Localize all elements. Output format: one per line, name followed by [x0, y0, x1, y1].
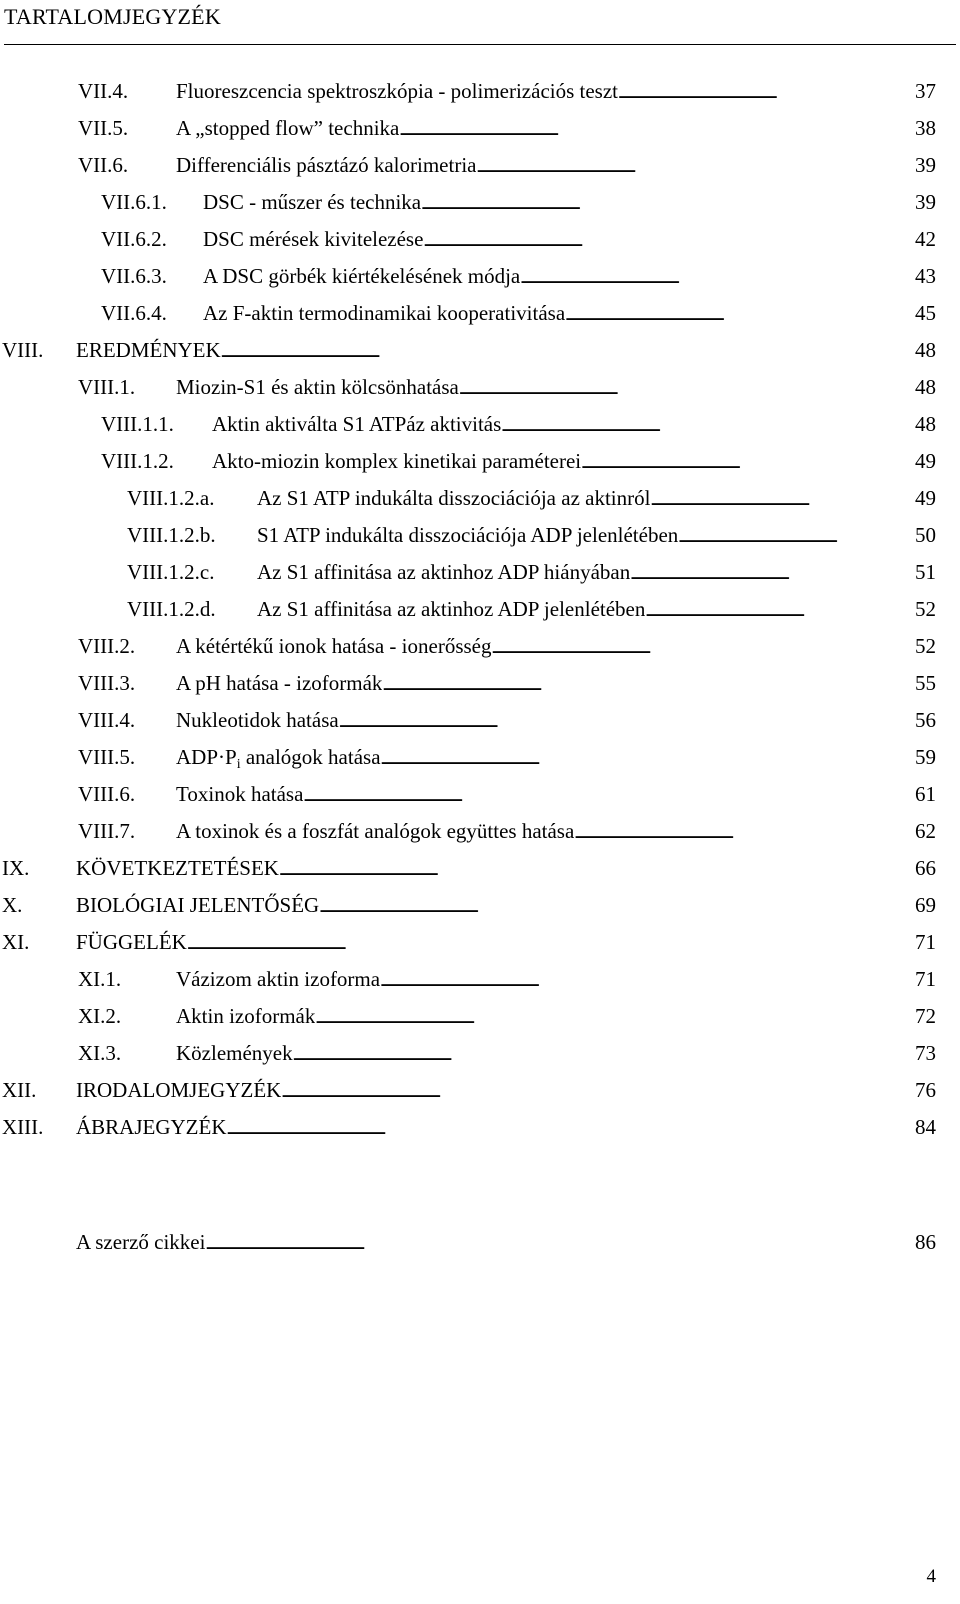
toc-entry-number: VII.6.3.: [101, 264, 167, 288]
toc-entry-title: A kétértékű ionok hatása - ionerősség: [176, 634, 492, 658]
toc-leader-dots: [459, 372, 900, 405]
toc-entry[interactable]: [78, 816, 936, 846]
toc-leader-dots: [421, 187, 900, 220]
toc-leader-dots: [520, 261, 900, 294]
toc-entry-number: VIII.2.: [78, 634, 136, 658]
toc-leader-dots: [315, 1001, 900, 1034]
toc-entry-number: VII.6.: [78, 153, 129, 177]
toc-leader-dots: [303, 779, 900, 812]
toc-leader-dots: [339, 705, 900, 738]
toc-entry[interactable]: [78, 1038, 936, 1068]
toc-leader-dots: [581, 446, 900, 479]
toc-entry-number: XII.: [2, 1078, 37, 1102]
toc-leader-dots: [279, 853, 900, 886]
toc-entry-number: X.: [2, 893, 23, 917]
toc-entry-page: 43: [915, 264, 936, 288]
toc-entry-number: VIII.5.: [78, 745, 136, 769]
toc-entry-page: 66: [915, 856, 936, 880]
toc-entry-title: A pH hatása - izoformák: [176, 671, 383, 695]
toc-entry-page: 51: [915, 560, 936, 584]
toc-entry-number: VIII.1.2.: [101, 449, 174, 473]
toc-entry-title: Az F-aktin termodinamikai kooperativitása: [203, 301, 566, 325]
toc-entry[interactable]: [78, 150, 936, 180]
toc-leader-dots: [382, 668, 900, 701]
toc-entry-title: Az S1 ATP indukálta disszociációja az aktinról: [257, 486, 651, 510]
toc-entry-title: Fluoreszcencia spektroszkópia - polimerizációs teszt: [176, 79, 619, 103]
toc-entry-number: VII.6.4.: [101, 301, 167, 325]
toc-entry-number: VIII.4.: [78, 708, 136, 732]
toc-entry-page: 38: [915, 116, 936, 140]
toc-entry[interactable]: [127, 520, 936, 550]
toc-entry-title: IRODALOMJEGYZÉK: [76, 1078, 282, 1102]
toc-leader-dots: [399, 113, 900, 146]
toc-entry-number: XI.: [2, 930, 30, 954]
toc-entry-page: 71: [915, 967, 936, 991]
toc-entry-title: Akto-miozin komplex kinetikai paraméterei: [212, 449, 582, 473]
toc-entry-number: VII.6.1.: [101, 190, 167, 214]
toc-entry-number: VIII.: [2, 338, 44, 362]
toc-entry-number: XIII.: [2, 1115, 44, 1139]
toc-leader-dots: [492, 631, 901, 664]
toc-entry-author-articles[interactable]: [76, 1227, 936, 1257]
header-rule: [4, 44, 956, 45]
toc-leader-dots: [476, 150, 900, 183]
toc-entry-title: DSC mérések kivitelezése: [203, 227, 424, 251]
toc-entry-number: XI.3.: [78, 1041, 122, 1065]
toc-entry-title: Az S1 affinitása az aktinhoz ADP hiányában: [257, 560, 631, 584]
toc-entry[interactable]: [78, 779, 936, 809]
toc-entry-title: Aktin aktiválta S1 ATPáz aktivitás: [212, 412, 502, 436]
toc-leader-dots: [645, 594, 900, 627]
toc-entry-page: 84: [915, 1115, 936, 1139]
toc-entry-title: DSC - műszer és technika: [203, 190, 422, 214]
toc-entry-title: A toxinok és a foszfát analógok együttes hatása: [176, 819, 575, 843]
toc-leader-dots: [293, 1038, 900, 1071]
toc-leader-dots: [618, 76, 900, 109]
toc-entry-page: 52: [915, 634, 936, 658]
toc-entry-page: 42: [915, 227, 936, 251]
toc-entry[interactable]: [101, 224, 936, 254]
toc-entry[interactable]: [78, 964, 936, 994]
toc-entry-title: [176, 742, 381, 772]
toc-entry-title: ÁBRAJEGYZÉK: [76, 1115, 227, 1139]
toc-entry-title: Nukleotidok hatása: [176, 708, 339, 732]
toc-entry-page: 48: [915, 375, 936, 399]
toc-entry-title: Közlemények: [176, 1041, 293, 1065]
toc-entry-page: 73: [915, 1041, 936, 1065]
toc-entry-number: XI.2.: [78, 1004, 122, 1028]
toc-leader-dots: [281, 1075, 900, 1108]
toc-entry-title-subscript: i: [236, 757, 241, 772]
toc-leader-dots: [630, 557, 900, 590]
page-header-title: TARTALOMJEGYZÉK: [4, 4, 221, 29]
toc-entry-page: 55: [915, 671, 936, 695]
toc-entry-page: 45: [915, 301, 936, 325]
toc-entry[interactable]: [101, 261, 936, 291]
toc-entry-page: 39: [915, 153, 936, 177]
toc-entry-page: 50: [915, 523, 936, 547]
toc-entry[interactable]: [2, 853, 936, 883]
toc-entry[interactable]: [2, 1075, 936, 1105]
toc-entry[interactable]: [78, 742, 936, 772]
toc-entry-number: VIII.1.2.d.: [127, 597, 216, 621]
toc-entry-number: VII.5.: [78, 116, 129, 140]
toc-entry-page: 37: [915, 79, 936, 103]
toc-entry-title: Toxinok hatása: [176, 782, 304, 806]
toc-entry[interactable]: [2, 335, 936, 365]
toc-entry-number: VII.6.2.: [101, 227, 167, 251]
toc-entry[interactable]: [101, 298, 936, 328]
toc-leader-dots: [678, 520, 900, 553]
toc-entry-title: S1 ATP indukálta disszociációja ADP jelenlétében: [257, 523, 679, 547]
toc-entry[interactable]: [78, 668, 936, 698]
page-number: 4: [926, 1566, 936, 1587]
toc-entry-number: IX.: [2, 856, 30, 880]
toc-entry-title: A „stopped flow” technika: [176, 116, 400, 140]
toc-leader-dots: [650, 483, 900, 516]
toc-entry[interactable]: [2, 1112, 936, 1142]
toc-entry[interactable]: [78, 76, 936, 106]
toc-entry-page: 62: [915, 819, 936, 843]
toc-entry-page: 49: [915, 486, 936, 510]
toc-leader-dots: [221, 335, 900, 368]
toc-entry-title-main: ADP·P: [176, 745, 237, 769]
toc-leader-dots: [381, 742, 900, 775]
toc-entry[interactable]: [101, 187, 936, 217]
toc-entry-title: FÜGGELÉK: [76, 930, 187, 954]
toc-entry-title: KÖVETKEZTETÉSEK: [76, 856, 279, 880]
toc-leader-dots: [205, 1227, 900, 1260]
toc-entry[interactable]: [2, 927, 936, 957]
toc-leader-dots: [565, 298, 900, 331]
toc-entry[interactable]: [2, 890, 936, 920]
toc-entry[interactable]: [78, 372, 936, 402]
toc-entry-number: VIII.1.2.a.: [127, 486, 215, 510]
toc-entry-title: Vázizom aktin izoforma: [176, 967, 381, 991]
toc-leader-dots: [187, 927, 900, 960]
toc-entry-title: EREDMÉNYEK: [76, 338, 221, 362]
toc-entry-number: VIII.6.: [78, 782, 136, 806]
toc-entry-page: 61: [915, 782, 936, 806]
toc-leader-dots: [501, 409, 900, 442]
toc-entry-title: A szerző cikkei: [76, 1230, 206, 1254]
toc-entry-number: VIII.1.: [78, 375, 136, 399]
toc-leader-dots: [380, 964, 900, 997]
toc-entry-number: VIII.7.: [78, 819, 136, 843]
toc-entry[interactable]: [127, 557, 936, 587]
toc-entry-page: 39: [915, 190, 936, 214]
toc-entry-page: 86: [915, 1230, 936, 1254]
toc-entry-page: 56: [915, 708, 936, 732]
toc-entry-page: 59: [915, 745, 936, 769]
toc-entry[interactable]: [127, 483, 936, 513]
toc-entry-number: VIII.1.1.: [101, 412, 174, 436]
toc-entry-page: 69: [915, 893, 936, 917]
toc-leader-dots: [319, 890, 900, 923]
toc-entry[interactable]: [101, 409, 936, 439]
toc-leader-dots: [423, 224, 900, 257]
toc-entry-number: XI.1.: [78, 967, 122, 991]
toc-entry-number: VIII.3.: [78, 671, 136, 695]
toc-entry-page: 48: [915, 412, 936, 436]
toc-entry-title: Az S1 affinitása az aktinhoz ADP jelenlétében: [257, 597, 646, 621]
toc-entry-title: BIOLÓGIAI JELENTŐSÉG: [76, 893, 320, 917]
toc-entry[interactable]: [78, 1001, 936, 1031]
toc-entry-number: VIII.1.2.b.: [127, 523, 216, 547]
toc-entry-page: 71: [915, 930, 936, 954]
toc-entry-page: 49: [915, 449, 936, 473]
toc-entry-title: Miozin-S1 és aktin kölcsönhatása: [176, 375, 459, 399]
toc-entry-page: 72: [915, 1004, 936, 1028]
toc-entry[interactable]: [78, 113, 936, 143]
toc-entry-title: Aktin izoformák: [176, 1004, 316, 1028]
toc-entry-title: A DSC görbék kiértékelésének módja: [203, 264, 521, 288]
toc-entry-page: 76: [915, 1078, 936, 1102]
toc-entry-title-rest: analógok hatása: [240, 745, 381, 769]
toc-entry-number: VII.4.: [78, 79, 129, 103]
toc-entry-page: 48: [915, 338, 936, 362]
toc-leader-dots: [227, 1112, 901, 1145]
toc-entry[interactable]: [127, 594, 936, 624]
toc-entry[interactable]: [78, 631, 936, 661]
toc-entry[interactable]: [78, 705, 936, 735]
toc-entry[interactable]: [101, 446, 936, 476]
toc-entry-title: Differenciális pásztázó kalorimetria: [176, 153, 477, 177]
toc-entry-page: 52: [915, 597, 936, 621]
toc-leader-dots: [574, 816, 900, 849]
toc-entry-number: VIII.1.2.c.: [127, 560, 215, 584]
